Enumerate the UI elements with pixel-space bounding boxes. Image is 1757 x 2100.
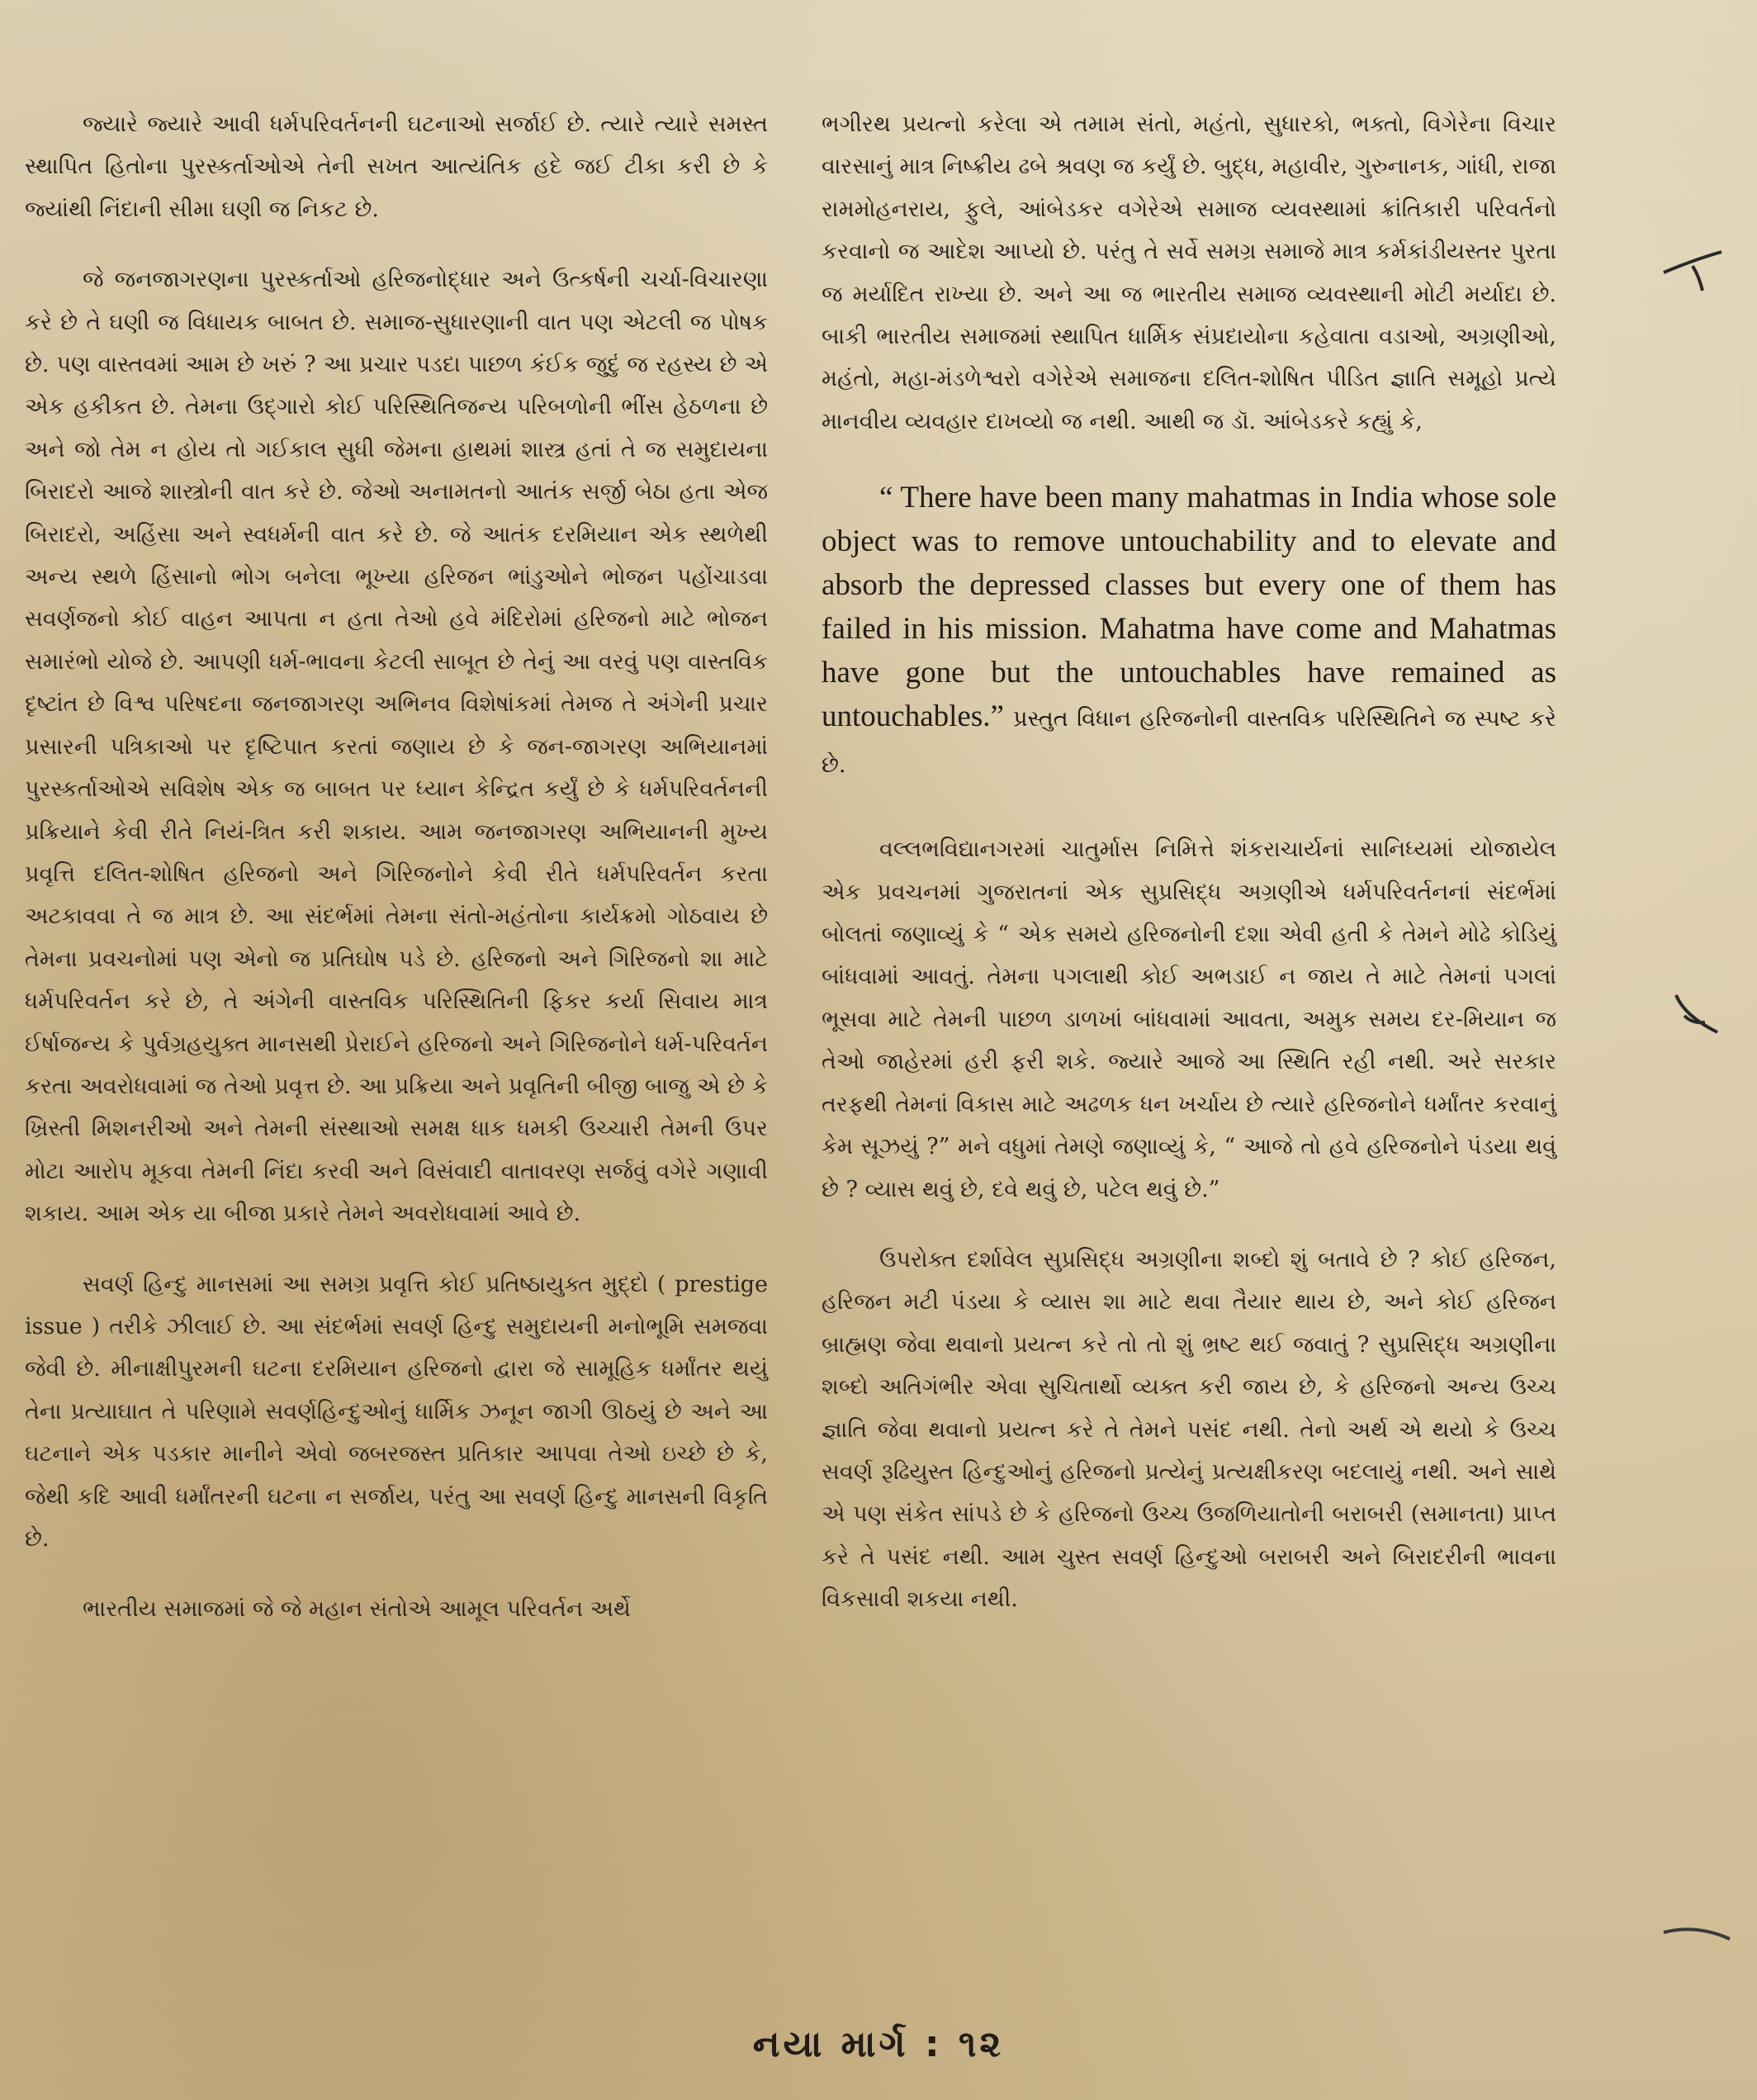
paragraph: ભારતીય સમાજમાં જે જે મહાન સંતોએ આમૂલ પરિવર્તન અર્થે	[83, 1596, 631, 1623]
left-column	[25, 103, 768, 1631]
paragraph: જે જનજાગરણના પુરસ્કર્તાઓ હરિજનોદ્ધાર અને ઉત્કર્ષની ચર્ચા-વિચારણા કરે છે તે ઘણી જ વિધાયક બાબત છે. સમાજ-સુધારણાની વાત પણ એટલી જ પોષક છે. પણ વાસ્તવમાં આમ છે ખરું ? આ પ્રચાર પડદા પાછળ કંઈક જુદું જ રહસ્ય છે એ એક હકીકત છે. તેમના ઉદ્‌ગારો કોઈ પરિસ્થિતિજન્ય પરિબળોની ભીંસ હેઠળના છે અને જો તેમ ન હોય તો ગઈકાલ સુધી જેમના હાથમાં શાસ્ત્ર હતાં તે જ સમુદાયના બિરાદરો આજે શાસ્ત્રોની વાત કરે છે. જેઓ અનામતનો આતંક સર્જી બેઠા હતા એજ બિરાદરો, અહિંસા અને સ્વધર્મની વાત કરે છે. જે આતંક દરમિયાન એક સ્થળેથી અન્ય સ્થળે હિંસાનો ભોગ બનેલા ભૂખ્યા હરિજન ભાંડુઓને ભોજન પહોંચાડવા સવર્ણજનો કોઈ વાહન આપતા ન હતા તેઓ હવે મંદિરોમાં હરિજનો માટે ભોજન સમારંભો યોજે છે. આપણી ધર્મ-ભાવના કેટલી સાબૂત છે તેનું આ વરવું પણ વાસ્તવિક દૃષ્ટાંત છે વિશ્વ પરિષદના જનજાગરણ અભિનવ વિશેષાંકમાં તેમજ તે અંગેની પ્રચાર પ્રસારની પત્રિકાઓ પર દૃષ્ટિપાત કરતાં જણાય છે કે જન-જાગરણ અભિયાનમાં પુરસ્કર્તાઓએ સવિશેષ એક જ બાબત પર ધ્યાન કેન્દ્રિત કર્યું છે કે ધર્મપરિવર્તનની પ્રક્રિયાને કેવી રીતે નિયં-ત્રિત કરી શકાય. આમ જનજાગરણ અભિયાનની મુખ્ય પ્રવૃત્તિ દલિત-શોષિત હરિજનો અને ગિરિજનોને કેવી રીતે ધર્મપરિવર્તન કરતા અટકાવવા તે જ માત્ર છે. આ સંદર્ભમાં તેમના સંતો-મહંતોના કાર્યક્રમો ગોઠવાય છે તેમના પ્રવચનોમાં પણ એનો જ પ્રતિઘોષ પડે છે. હરિજનો અને ગિરિજનો શા માટે ધર્મપરિવર્તન કરે છે, તે અંગેની વાસ્તવિક પરિસ્થિતિની ફિકર કર્યા સિવાય માત્ર ઈર્ષાજન્ય કે પુર્વગ્રહયુક્ત માનસથી પ્રેરાઈને હરિજનો અને ગિરિજનોને ધર્મ-પરિવર્તન કરતા અવરોધવામાં જ તેઓ પ્રવૃત્ત છે. આ પ્રક્રિયા અને પ્રવૃતિની બીજી બાજુ એ છે કે ખ્રિસ્તી મિશનરીઓ અને તેમની સંસ્થાઓ સમક્ષ ધાક ધમકી ઉચ્ચારી તેમની ઉપર મોટા આરોપ મૂકવા તેમની નિંદા કરવી અને વિસંવાદી વાતાવરણ સર્જવું વગેરે ગણાવી શકાય. આમ એક યા બીજા પ્રકારે તેમને અવરોધવામાં આવે છે.	[25, 267, 768, 1227]
staple-mark-icon	[1660, 248, 1726, 297]
paragraph: વલ્લભવિદ્યાનગરમાં ચાતુર્માસ નિમિત્તે શંકરાચાર્યનાં સાનિધ્યમાં યોજાયેલ એક પ્રવચનમાં ગુજરાતનાં એક સુપ્રસિદ્ધ અગ્રણીએ ધર્મપરિવર્તનનાં સંદર્ભમાં બોલતાં જણાવ્યું કે “ એક સમયે હરિજનોની દશા એવી હતી કે તેમને મોઢે કોડિયું બાંધવામાં આવતું. તેમના પગલાથી કોઈ અભડાઈ ન જાય તે માટે તેમનાં પગલાં ભૂસવા માટે તેમની પાછળ ડાળખાં બાંધવામાં આવતા, અમુક સમય દર-મિયાન જ તેઓ જાહેરમાં હરી ફરી શકે. જ્યારે આજે આ સ્થિતિ રહી નથી. અરે સરકાર તરફથી તેમનાં વિકાસ માટે અઢળક ધન ખર્ચાય છે ત્યારે હરિજનોને ધર્માંતર કરવાનું કેમ સૂઝયું ?” મને વધુમાં તેમણે જણાવ્યું કે, “ આજે તો હવે હરિજનોને પંડયા થવું છે ? વ્યાસ થવું છે, દવે થવું છે, પટેલ થવું છે.”	[822, 837, 1556, 1202]
paragraph: ભગીરથ પ્રયત્નો કરેલા એ તમામ સંતો, મહંતો, સુધારકો, ભક્તો, વિગેરેના વિચાર વારસાનું માત્ર નિષ્ક્રીય ઢબે શ્રવણ જ કર્યું છે. બુદ્ધ, મહાવીર, ગુરુનાનક, ગાંધી, રાજા રામમોહનરાય, ફુલે, આંબેડકર વગેરેએ સમાજ વ્યવસ્થામાં ક્રાંતિકારી પરિવર્તનો કરવાનો જ આદેશ આપ્યો છે. પરંતુ તે સર્વે સમગ્ર સમાજે માત્ર કર્મકાંડીયસ્તર પુરતા જ મર્યાદિત રાખ્યા છે. અને આ જ ભારતીય સમાજ વ્યવસ્થાની મોટી મર્યાદા છે. બાકી ભારતીય સમાજમાં સ્થાપિત ધાર્મિક સંપ્રદાયોના કહેવાતા વડાઓ, અગ્રણીઓ, મહંતો, મહા-મંડળેશ્વરો વગેરેએ સમાજના દલિત-શોષિત પીડિત જ્ઞાતિ સમૂહો પ્રત્યે માનવીય વ્યવહાર દાખવ્યો જ નથી. આથી જ ડૉ. આંબેડકરે કહ્યું કે,	[822, 111, 1556, 434]
page-footer: નયા માર્ગ : ૧૨	[752, 2023, 1005, 2065]
quote-english: “ There have been many mahatmas in India whose sole object was to remove untouchability and to elevate and absorb the depressed classes but every one of them has failed in his mission. Mahatma have come and Mahatmas have gone but the untouchables have remained as untouchables.”	[822, 481, 1556, 734]
quote-commentary: પ્રસ્તુત વિધાન હરિજનોની વાસ્તવિક પરિસ્થિતિને જ સ્પષ્ટ કરે છે.	[822, 706, 1556, 779]
paragraph: સવર્ણ હિન્દુ માનસમાં આ સમગ્ર પ્રવૃત્તિ કોઈ પ્રતિષ્ઠાયુક્ત મુદ્દો ( prestige issue ) તરીકે ઝીલાઈ છે. આ સંદર્ભમાં સવર્ણ હિન્દુ સમુદાયની મનોભૂમિ સમજવા જેવી છે. મીનાક્ષીપુરમની ઘટના દરમિયાન હરિજનો દ્વારા જે સામૂહિક ધર્માંતર થયું તેના પ્રત્યાઘાત તે પરિણામે સવર્ણહિન્દુઓનું ધાર્મિક ઝનૂન જાગી ઊઠયું છે અને આ ઘટનાને એક પડકાર માનીને એવો જબરજસ્ત પ્રતિકાર આપવા તેઓ ઇચ્છે છે કે, જેથી કદિ આવી ધર્માંતરની ઘટના ન સર્જાય, પરંતુ આ સવર્ણ હિન્દુ માનસની વિકૃતિ છે.	[25, 1271, 768, 1552]
staple-mark-icon	[1668, 991, 1726, 1049]
staple-mark-icon	[1660, 1916, 1734, 1949]
paragraph: જ્યારે જ્યારે આવી ધર્મપરિવર્તનની ઘટનાઓ સર્જાઈ છે. ત્યારે ત્યારે સમસ્ત સ્થાપિત હિતોના પુરસ્કર્તાઓએ તેની સખત આત્યંતિક હદે જઈ ટીકા કરી છે કે જ્યાંથી નિંદાની સીમા ઘણી જ નિકટ છે.	[25, 111, 768, 222]
ambedkar-quote	[822, 476, 1556, 787]
paragraph: ઉપરોક્ત દર્શાવેલ સુપ્રસિદ્ધ અગ્રણીના શબ્દો શું બતાવે છે ? કોઈ હરિજન, હરિજન મટી પંડયા કે વ્યાસ શા માટે થવા તૈયાર થાય છે, અને કોઈ હરિજન બ્રાહ્મણ જેવા થવાનો પ્રયત્ન કરે તો તો શું ભ્રષ્ટ થઈ જવાતું ? સુપ્રસિદ્ધ અગ્રણીના શબ્દો અતિગંભીર એવા સુચિતાર્થો વ્યક્ત કરી જાય છે, કે હરિજનો અન્ય ઉચ્ચ જ્ઞાતિ જેવા થવાનો પ્રયત્ન કરે તે તેમને પસંદ નથી. તેનો અર્થ એ થયો કે ઉચ્ચ સવર્ણ રૂઢિયુસ્ત હિન્દુઓનું હરિજનો પ્રત્યેનું પ્રત્યક્ષીકરણ બદલાયું નથી. અને સાથે એ પણ સંકેત સાંપડે છે કે હરિજનો ઉચ્ચ ઉજળિયાતોની બરાબરી (સમાનતા) પ્રાપ્ત કરે તે પસંદ નથી. આમ ચુસ્ત સવર્ણ હિન્દુઓ બરાબરી અને બિરાદરીની ભાવના વિકસાવી શકયા નથી.	[822, 1246, 1556, 1613]
right-column	[822, 103, 1556, 1649]
